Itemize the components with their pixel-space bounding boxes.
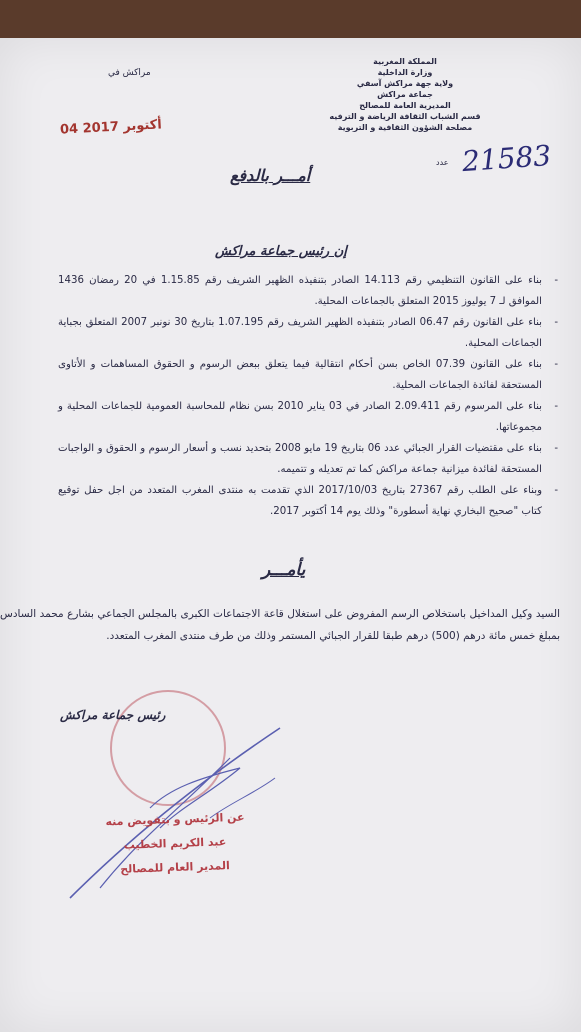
letterhead-line: المملكة المغربية — [373, 57, 437, 66]
delegation-stamp — [70, 808, 280, 880]
letterhead — [295, 56, 515, 133]
reference-number: 21583 — [460, 138, 553, 179]
order-heading: يأمـــر — [262, 560, 306, 580]
desk-background — [0, 0, 581, 38]
signatory-title: رئيس جماعة مراكش — [60, 708, 166, 722]
place-label: مراكش في — [108, 68, 151, 78]
recital-item: - بناء على القانون التنظيمي رقم 14.113 الصادر بتنفيذه الظهير الشريف رقم 1.15.85 في 20 رمضان 1436 الموافق لـ 7 يوليوز 2015 المتعلق بالجماعات المحلية. — [58, 275, 558, 307]
letterhead-line: وزارة الداخلية — [377, 68, 433, 77]
recitals-list — [58, 270, 558, 522]
delegation-line: المدير العام للمصالح — [119, 859, 230, 876]
issuer-heading: إن رئيس جماعة مراكش — [215, 244, 347, 259]
recital-item: - بناء على مقتضيات القرار الجبائي عدد 06 بتاريخ 19 مايو 2008 بتحديد نسب و أسعار الرسوم و الحقوق و الواجبات المستحقة لفائدة ميزانية جماعة مراكش كما تم تعديله و تتميمه. — [58, 443, 558, 475]
letterhead-line: جماعة مراكش — [377, 90, 433, 99]
delegation-line: عن الرئيس و بتفويض منه — [105, 810, 245, 829]
date-stamp: 04 أكتوبر 2017 — [59, 117, 163, 138]
document-page — [0, 38, 581, 1032]
recital-item: - بناء على القانون رقم 06.47 الصادر بتنفيذه الظهير الشريف رقم 1.07.195 بتاريخ 30 نونبر 2007 المتعلق بجباية الجماعات المحلية. — [58, 317, 558, 349]
letterhead-line: المديرية العامة للمصالح — [359, 101, 451, 110]
letterhead-line: قسم الشباب الثقافة الرياضة و الترفيه — [329, 112, 481, 121]
order-text: السيد وكيل المداخيل باستخلاص الرسم المفروض على استغلال قاعة الاجتماعات الكبرى بالمجلس الجماعي بشارع محمد السادس بمبلغ خمس مائة درهم (500) درهم طبقا للقرار الجبائي المستمر وذلك من طرف منتدى المغرب المتعدد. — [0, 608, 560, 642]
recital-item: - بناء على المرسوم رقم 2.09.411 الصادر في 03 يناير 2010 بسن نظام للمحاسبة العمومية للجماعات المحلية و مجموعاتها. — [58, 401, 558, 433]
letterhead-line: مصلحة الشؤون الثقافية و التربوية — [337, 123, 473, 132]
document-title: أمـــر بالدفع — [230, 166, 311, 185]
letterhead-line: ولاية جهة مراكش آسفي — [356, 79, 454, 88]
recital-item: - بناء على القانون 07.39 الخاص بسن أحكام انتقالية فيما يتعلق ببعض الرسوم و الحقوق المساهمات و الأتاوى المستحقة لفائدة الجماعات المحلية. — [58, 359, 558, 391]
reference-label: عدد — [436, 158, 449, 167]
recital-item: - وبناء على الطلب رقم 27367 بتاريخ 2017/10/03 الذي تقدمت به منتدى المغرب المتعدد من اجل حفل توقيع كتاب "صحيح البخاري نهاية أسطورة" وذلك يوم 14 أكتوبر 2017. — [58, 485, 558, 517]
delegation-line: عبد الكريم الخطيب — [123, 835, 227, 852]
